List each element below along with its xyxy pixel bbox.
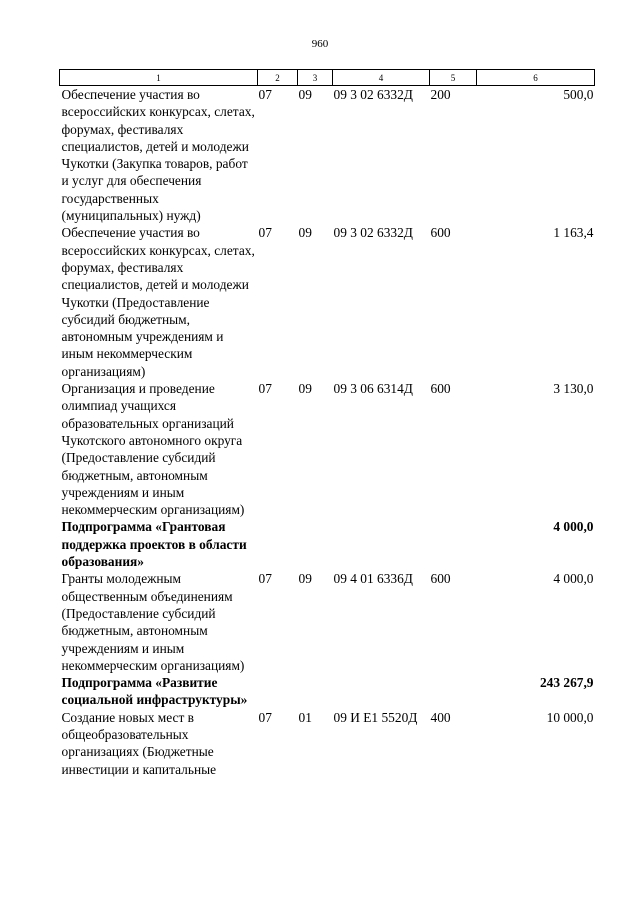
row-name-cell: Подпрограмма «Развитие социальной инфраструктуры» [61,675,248,708]
row-amount-cell: 1 163,4 [553,225,594,241]
column-header: 2 [258,70,298,86]
row-target-cell: 09 И Е1 5520Д [333,709,418,725]
row-name-cell: Подпрограмма «Грантовая поддержка проектов в области образования» [61,519,247,570]
row-subsection-cell: 09 [298,381,312,397]
column-header: 4 [333,70,430,86]
row-expense-cell [430,674,477,709]
table-row [60,709,595,778]
row-section-cell: 07 [258,87,272,102]
row-expense-cell [430,518,477,570]
row-target-cell [333,518,430,570]
row-subsection-cell [298,518,333,570]
row-subsection-cell: 09 [298,571,312,587]
row-subsection-cell: 09 [298,87,312,102]
budget-table-container [59,69,594,778]
row-expense-cell: 200 [430,87,451,102]
row-target-cell: 09 4 01 6336Д [333,571,413,587]
table-header-row [60,70,595,86]
table-body [60,86,595,778]
row-subsection-cell: 01 [298,709,312,725]
row-subsection-cell [298,674,333,709]
row-section-cell: 07 [258,381,272,397]
table-row [60,86,595,225]
row-target-cell: 09 3 06 6314Д [333,381,413,397]
row-name-cell: Обеспечение участия во всероссийских конкурсах, слетах, форумах, фестивалях специалистов, детей и молодежи Чукотки (Предоставление субсидий бюджетным, автономным учреждениям и иным некоммерческим организациям) [61,225,255,379]
subprogram-row [60,674,595,709]
row-amount-cell: 4 000,0 [553,571,594,587]
column-header: 5 [430,70,477,86]
row-expense-cell: 400 [430,709,451,725]
column-header: 6 [477,70,595,86]
row-amount-cell: 3 130,0 [553,381,594,397]
row-target-cell [333,674,430,709]
column-header: 1 [60,70,258,86]
page-number: 960 [311,38,329,50]
row-amount-cell: 10 000,0 [546,709,594,725]
row-target-cell: 09 3 02 6332Д [333,87,413,102]
row-name-cell: Создание новых мест в общеобразовательных организациях (Бюджетные инвестиции и капитальные [61,709,217,777]
row-expense-cell: 600 [430,571,451,587]
subprogram-row [60,518,595,570]
row-section-cell [258,518,298,570]
row-section-cell [258,674,298,709]
table-row [60,380,595,518]
row-amount-cell: 4 000,0 [553,519,594,535]
budget-table [59,69,595,778]
row-section-cell: 07 [258,709,272,725]
row-name-cell: Гранты молодежным общественным объединениям (Предоставление субсидий бюджетным, автономным учреждениям и иным некоммерческим организациям) [61,571,245,673]
row-target-cell: 09 3 02 6332Д [333,225,413,241]
row-section-cell: 07 [258,225,272,241]
row-amount-cell: 243 267,9 [539,675,594,691]
column-header: 3 [298,70,333,86]
row-name-cell: Организация и проведение олимпиад учащихся образовательных организаций Чукотского автономного округа (Предоставление субсидий бюджетным, автономным учреждениям и иным некоммерческим организациям) [61,381,245,518]
row-name-cell: Обеспечение участия во всероссийских конкурсах, слетах, форумах, фестивалях специалистов, детей и молодежи Чукотки (Закупка товаров, работ и услуг для обеспечения государственных (муниципальных) нужд) [61,87,255,224]
row-expense-cell: 600 [430,225,451,241]
row-expense-cell: 600 [430,381,451,397]
table-row [60,570,595,674]
row-subsection-cell: 09 [298,225,312,241]
row-section-cell: 07 [258,571,272,587]
row-amount-cell: 500,0 [563,87,594,102]
table-row [60,224,595,380]
